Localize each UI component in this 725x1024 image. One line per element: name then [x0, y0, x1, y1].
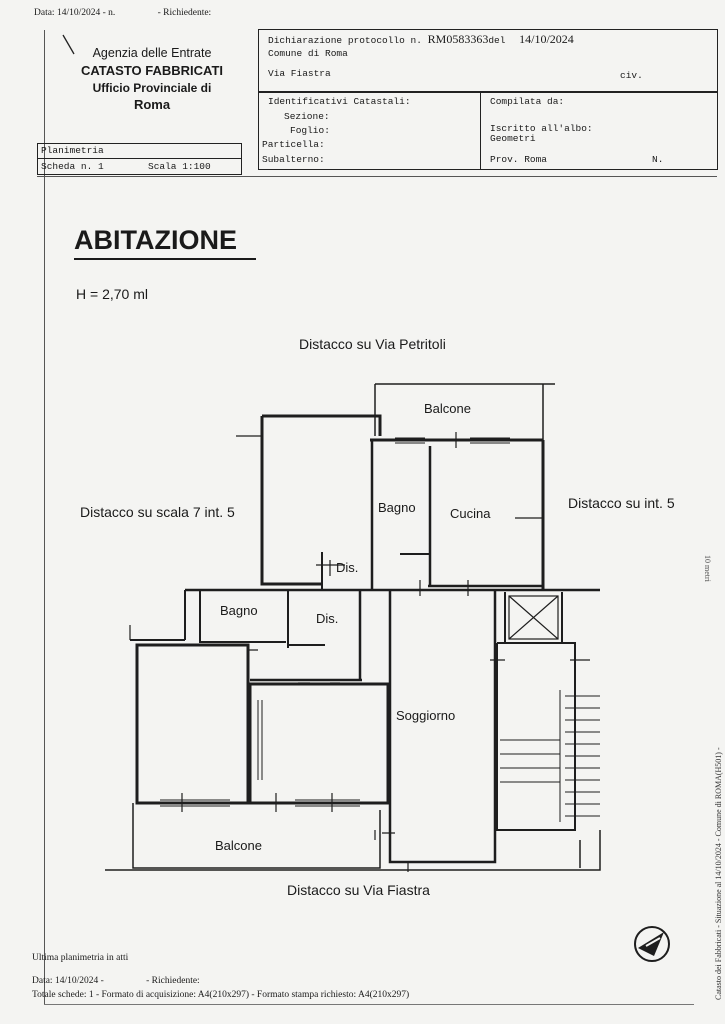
protocol-del: del — [488, 35, 506, 46]
room-bagno-2: Bagno — [220, 603, 258, 618]
n-label: N. — [652, 154, 664, 165]
foglio-label: Foglio: — [290, 125, 330, 136]
agency-name: Agenzia delle Entrate — [92, 46, 212, 60]
footer-date-line — [32, 976, 200, 986]
particella-label: Particella: — [262, 139, 325, 150]
side-meters-label: 10 metri — [703, 555, 712, 582]
top-richiedente: - Richiedente: — [157, 8, 212, 18]
protocol-comune: Comune di Roma — [268, 48, 348, 59]
planimetria-label: Planimetria — [41, 145, 104, 156]
iscritto-label: Iscritto all'albo: — [490, 123, 593, 134]
side-catasto-stamp: Catasto dei Fabbricati - Situazione al 14/10/2024 - Comune di ROMA(H501) - — [714, 747, 723, 1000]
sezione-label: Sezione: — [284, 111, 330, 122]
plan-title-text: ABITAZIONE — [74, 225, 237, 255]
compilata-title: Compilata da: — [490, 96, 565, 107]
catasto-fabbricati: CATASTO FABBRICATI — [80, 63, 224, 78]
room-balcone-bottom: Balcone — [215, 838, 262, 853]
room-soggiorno: Soggiorno — [396, 708, 456, 723]
room-bagno-1: Bagno — [378, 500, 416, 515]
scheda-label: Scheda n. 1 — [41, 161, 104, 172]
north-arrow-icon — [635, 927, 669, 961]
distacco-bottom: Distacco su Via Fiastra — [287, 882, 430, 898]
scala-label: Scala 1:100 — [148, 161, 211, 172]
protocol-number: RM0583363 — [427, 32, 489, 46]
ufficio-provinciale: Ufficio Provinciale di — [92, 81, 212, 95]
albo-value: Geometri — [490, 133, 536, 144]
footer-date: Data: 14/10/2024 - — [32, 976, 104, 986]
room-balcone-top: Balcone — [424, 401, 471, 416]
room-dis-2: Dis. — [316, 611, 339, 626]
protocol-date: 14/10/2024 — [519, 32, 574, 46]
ufficio-city: Roma — [133, 97, 171, 112]
identificativi-title: Identificativi Catastali: — [268, 96, 411, 107]
top-date: Data: 14/10/2024 - n. — [34, 8, 116, 18]
protocol-via: Via Fiastra — [268, 68, 331, 79]
distacco-left: Distacco su scala 7 int. 5 — [80, 504, 235, 520]
protocol-label: Dichiarazione protocollo n. — [268, 35, 422, 46]
prov-label: Prov. Roma — [490, 154, 548, 165]
distacco-right: Distacco su int. 5 — [568, 495, 675, 511]
room-cucina: Cucina — [450, 506, 491, 521]
subalterno-label: Subalterno: — [262, 154, 325, 165]
footer-totale: Totale schede: 1 - Formato di acquisizione: A4(210x297) - Formato stampa richiesto: A4(210x297) — [32, 990, 410, 1000]
footer-richiedente: - Richiedente: — [146, 976, 200, 986]
protocol-civ: civ. — [620, 70, 643, 81]
room-dis-1: Dis. — [336, 560, 359, 575]
plan-height: H = 2,70 ml — [76, 286, 148, 302]
distacco-top: Distacco su Via Petritoli — [299, 336, 446, 352]
footer-ultima: Ultima planimetria in atti — [32, 953, 129, 963]
